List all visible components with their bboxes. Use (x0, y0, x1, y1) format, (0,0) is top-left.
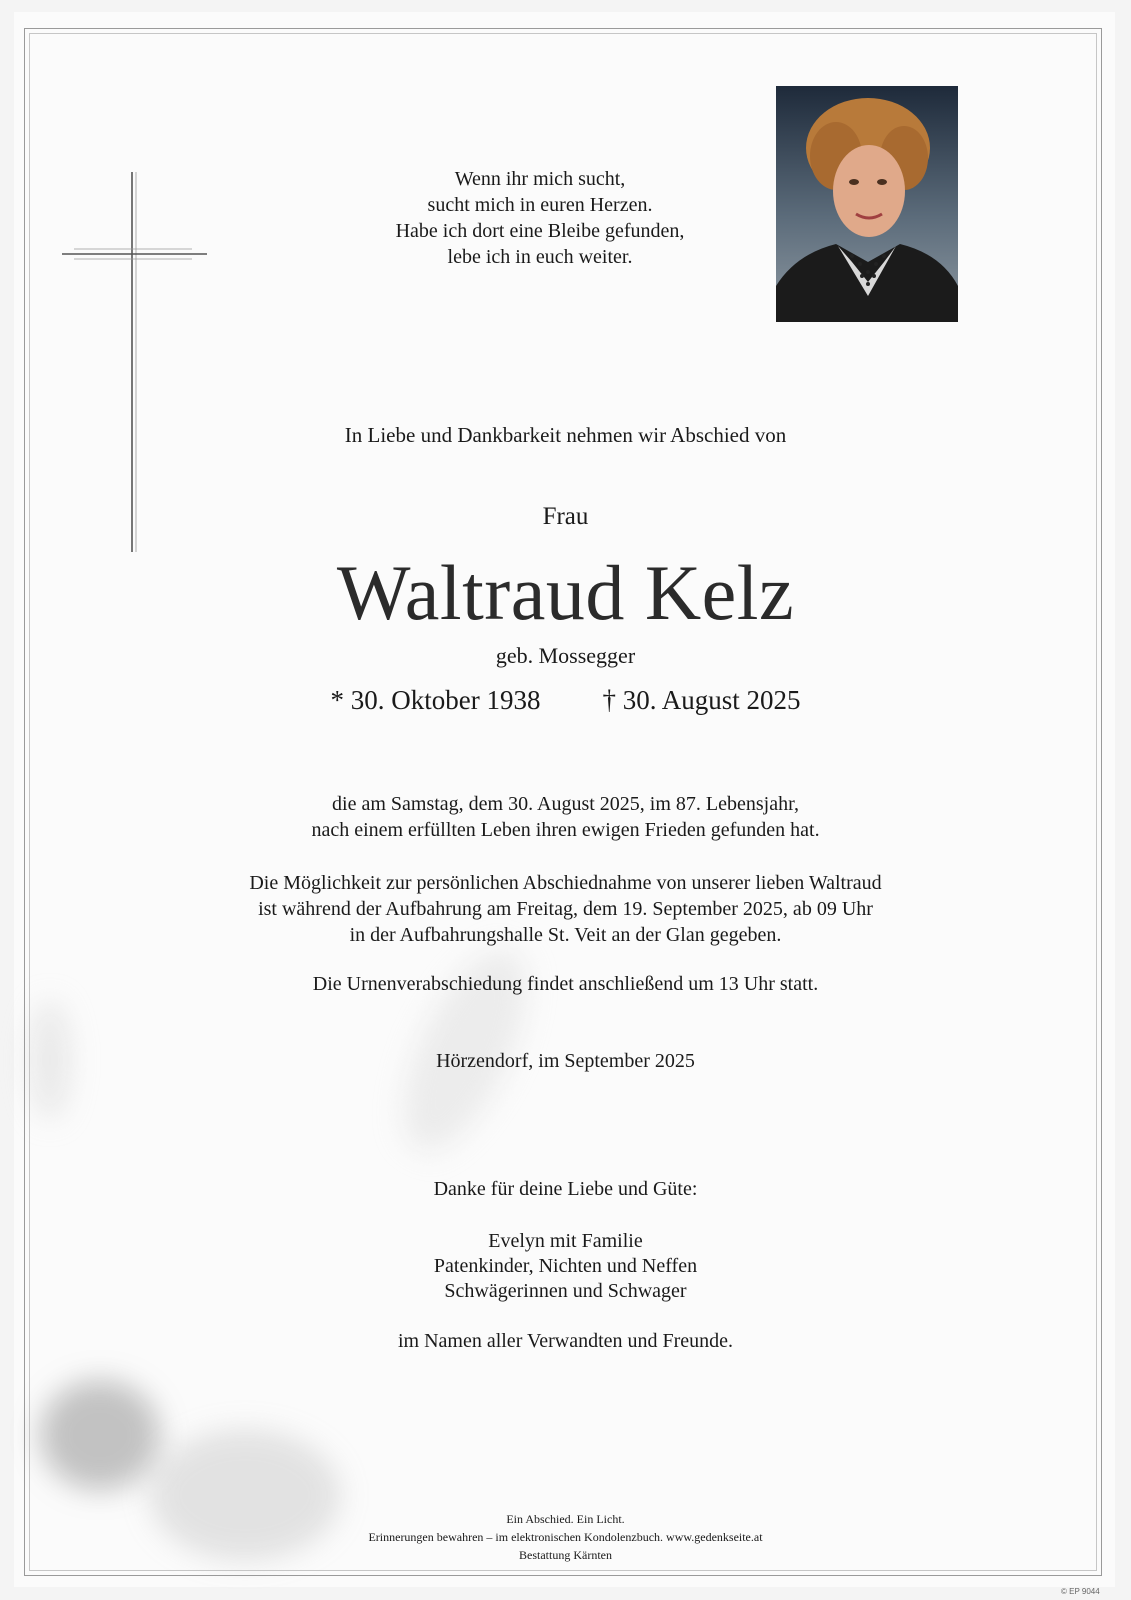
thanks-line: Danke für deine Liebe und Güte: (433, 1178, 698, 1200)
poem-line: Wenn ihr mich sucht, (454, 168, 626, 190)
template-code: © EP 9044 (1061, 1587, 1100, 1596)
footer (0, 1510, 1131, 1564)
viewing-paragraph (0, 870, 1131, 948)
text-line: nach einem erfüllten Leben ihren ewigen Frieden gefunden hat. (311, 819, 820, 841)
place-date: Hörzendorf, im September 2025 (436, 1050, 695, 1072)
footer-line: Ein Abschied. Ein Licht. (506, 1512, 625, 1526)
text-line: in der Aufbahrungshalle St. Veit an der Glan gegeben. (349, 924, 782, 946)
text-line: Die Möglichkeit zur persönlichen Abschiednahme von unserer lieben Waltraud (249, 872, 882, 894)
poem (350, 166, 730, 270)
closing-line: im Namen aller Verwandten und Freunde. (397, 1330, 734, 1352)
intro-line: In Liebe und Dankbarkeit nehmen wir Abschied von (344, 423, 787, 447)
text-line: ist während der Aufbahrung am Freitag, dem 19. September 2025, ab 09 Uhr (258, 898, 873, 920)
birth-date: * 30. Oktober 1938 (330, 685, 541, 715)
urn-ceremony-line: Die Urnenverabschiedung findet anschließend um 13 Uhr statt. (312, 973, 819, 995)
maiden-name: geb. Mossegger (495, 643, 636, 668)
cross-icon (62, 172, 212, 552)
death-date: † 30. August 2025 (602, 685, 801, 715)
poem-line: lebe ich in euch weiter. (447, 246, 633, 268)
mourner-item: Evelyn mit Familie (488, 1230, 643, 1252)
poem-line: sucht mich in euren Herzen. (427, 194, 653, 216)
life-dates (0, 685, 1131, 716)
portrait-photo (776, 86, 958, 322)
footer-line: Erinnerungen bewahren – im elektronischen Kondolenzbuch. www.gedenkseite.at (368, 1530, 763, 1544)
deceased-name: Waltraud Kelz (336, 549, 795, 636)
portrait-illustration (776, 86, 958, 322)
text-line: die am Samstag, dem 30. August 2025, im 87. Lebensjahr, (332, 793, 799, 815)
mourner-item: Patenkinder, Nichten und Neffen (433, 1255, 698, 1277)
mourner-item: Schwägerinnen und Schwager (444, 1280, 687, 1302)
footer-line: Bestattung Kärnten (519, 1548, 612, 1562)
mourners-list (0, 1229, 1131, 1304)
passing-paragraph (0, 791, 1131, 843)
salutation: Frau (542, 503, 589, 530)
poem-line: Habe ich dort eine Bleibe gefunden, (395, 220, 685, 242)
